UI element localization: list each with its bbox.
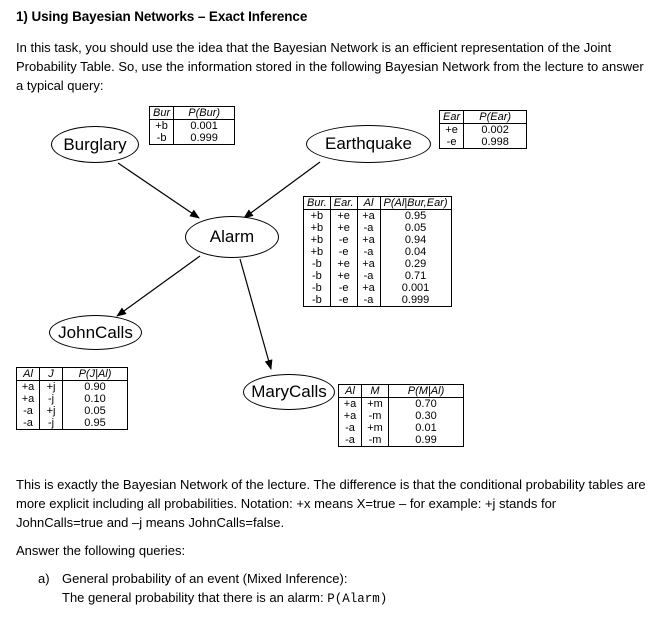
cpt-cell: 0.01 [389,422,464,434]
cpt-header: P(Ear) [464,111,527,124]
cpt-header: M [362,385,389,398]
cpt-cell: 0.95 [380,210,451,223]
cpt-cell: -b [150,132,174,145]
cpt-header: Al [357,197,380,210]
cpt-cell: -j [40,393,63,405]
cpt-cell: +a [357,258,380,270]
cpt-cell: -a [357,294,380,307]
cpt-header: Bur [150,107,174,120]
cpt-cell: +b [304,210,331,223]
node-earthquake-label: Earthquake [325,134,412,153]
cpt-cell: +e [330,222,357,234]
cpt-cell: +m [362,398,389,411]
cpt-cell: -e [440,136,464,149]
cpt-johncalls [16,367,128,430]
cpt-header: Ear [440,111,464,124]
cpt-cell: -b [304,270,331,282]
edge-alarm-marycalls [240,259,271,369]
cpt-header: P(M|Al) [389,385,464,398]
cpt-cell: 0.95 [63,417,128,430]
cpt-cell: 0.29 [380,258,451,270]
cpt-header: P(J|Al) [63,368,128,381]
edge-burglary-alarm [118,163,199,218]
cpt-cell: +b [304,222,331,234]
cpt-cell: -a [357,246,380,258]
cpt-cell: -a [339,422,362,434]
query-a [38,569,387,609]
cpt-cell: +b [304,246,331,258]
cpt-cell: 0.70 [389,398,464,411]
cpt-cell: -e [330,294,357,307]
cpt-cell: 0.999 [174,132,235,145]
cpt-cell: +m [362,422,389,434]
cpt-cell: +a [339,398,362,411]
cpt-burglary [149,106,235,145]
query-a-text: The general probability that there is an alarm: [62,590,328,605]
cpt-cell: 0.04 [380,246,451,258]
cpt-cell: +b [304,234,331,246]
cpt-cell: +a [17,381,40,394]
cpt-header: Al [339,385,362,398]
query-a-label: a) [38,571,50,586]
queries-intro: Answer the following queries: [16,543,186,558]
cpt-cell: -e [330,234,357,246]
cpt-cell: 0.10 [63,393,128,405]
cpt-cell: 0.71 [380,270,451,282]
explanation-paragraph: This is exactly the Bayesian Network of the lecture. The difference is that the conditional probability tables are more explicit including all probabilities. Notation: +x means X=true – for example: +j stands for JohnCalls=true and –j means JohnCalls=false. [16,477,646,530]
cpt-cell: -a [17,405,40,417]
cpt-cell: +j [40,405,63,417]
cpt-cell: 0.998 [464,136,527,149]
cpt-cell: +a [357,234,380,246]
cpt-cell: +e [330,210,357,223]
edge-alarm-johncalls [117,256,200,316]
node-burglary-label: Burglary [63,134,127,154]
cpt-cell: -b [304,294,331,307]
cpt-alarm [303,196,452,307]
cpt-earthquake [439,110,527,149]
cpt-cell: +e [440,124,464,137]
cpt-cell: -m [362,434,389,447]
cpt-cell: 0.94 [380,234,451,246]
cpt-cell: 0.30 [389,410,464,422]
cpt-cell: -e [330,246,357,258]
cpt-cell: 0.999 [380,294,451,307]
cpt-cell: -a [357,270,380,282]
cpt-header: P(Bur) [174,107,235,120]
cpt-marycalls [338,384,464,447]
cpt-cell: 0.05 [63,405,128,417]
cpt-cell: 0.002 [464,124,527,137]
node-earthquake [306,125,431,163]
cpt-cell: -a [339,434,362,447]
cpt-cell: +a [357,210,380,223]
node-marycalls-label: MaryCalls [251,382,327,401]
section-heading: 1) Using Bayesian Networks – Exact Inference [16,9,308,24]
cpt-cell: 0.99 [389,434,464,447]
cpt-cell: -m [362,410,389,422]
cpt-cell: +e [330,258,357,270]
cpt-cell: +a [339,410,362,422]
node-marycalls [243,374,335,410]
cpt-cell: +e [330,270,357,282]
query-a-code: P(Alarm) [327,592,388,606]
cpt-cell: 0.05 [380,222,451,234]
cpt-header: P(Al|Bur,Ear) [380,197,451,210]
query-a-title: General probability of an event (Mixed Inference): [62,571,348,586]
cpt-cell: -a [357,222,380,234]
cpt-cell: -e [330,282,357,294]
cpt-cell: -b [304,258,331,270]
node-burglary [51,126,139,163]
cpt-cell: +a [17,393,40,405]
cpt-header: Bur. [304,197,331,210]
intro-paragraph: In this task, you should use the idea that the Bayesian Network is an efficient representation of the Joint Probability Table. So, use the information stored in the following Bayesian Network from the lecture to answer a typical query: [16,40,644,93]
cpt-cell: +b [150,120,174,133]
node-alarm [185,216,279,258]
cpt-cell: 0.001 [174,120,235,133]
cpt-cell: -j [40,417,63,430]
cpt-cell: -a [17,417,40,430]
cpt-cell: +a [357,282,380,294]
cpt-cell: 0.001 [380,282,451,294]
cpt-header: Al [17,368,40,381]
node-johncalls-label: JohnCalls [58,322,133,342]
cpt-header: J [40,368,63,381]
cpt-cell: 0.90 [63,381,128,394]
cpt-header: Ear. [330,197,357,210]
node-johncalls [49,315,142,350]
cpt-cell: +j [40,381,63,394]
node-alarm-label: Alarm [209,227,255,246]
cpt-cell: -b [304,282,331,294]
